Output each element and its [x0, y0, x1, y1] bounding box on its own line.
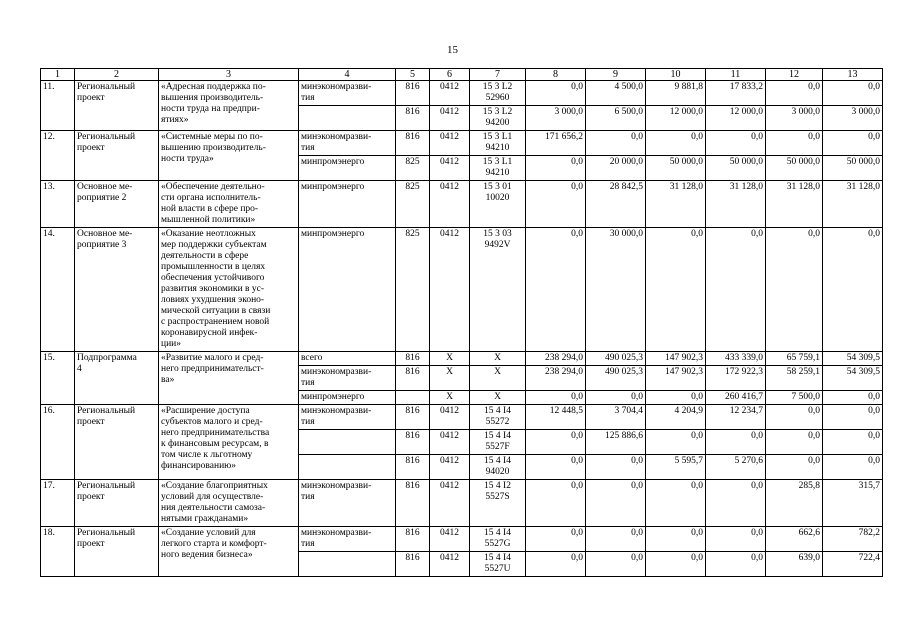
amount-cell: 3 704,4: [586, 405, 646, 430]
header-cell: 12: [766, 69, 823, 81]
header-cell: 11: [706, 69, 766, 81]
amount-cell: 0,0: [586, 131, 646, 156]
amount-cell: 31 128,0: [646, 181, 706, 228]
amount-cell: 12 000,0: [646, 106, 706, 131]
amount-cell: 0,0: [526, 430, 586, 455]
header-cell: 3: [159, 69, 299, 81]
amount-cell: 0,0: [646, 552, 706, 577]
program-name: «Создание условий для легкого старта и комфорт- ного ведения бизнеса»: [159, 527, 299, 577]
amount-cell: 54 309,5: [823, 352, 883, 366]
amount-cell: 31 128,0: [823, 181, 883, 228]
target-article: 15 4 I4 5527U: [470, 552, 526, 577]
amount-cell: 0,0: [823, 228, 883, 352]
amount-cell: 0,0: [526, 81, 586, 106]
executor: минэкономразви- тия: [299, 480, 396, 527]
amount-cell: 7 500,0: [766, 391, 823, 405]
amount-cell: 0,0: [823, 455, 883, 480]
amount-cell: 50 000,0: [823, 156, 883, 181]
executor: минэкономразви- тия: [299, 366, 396, 391]
target-article: 15 3 L2 52960: [470, 81, 526, 106]
section-code: Х: [430, 391, 470, 405]
amount-cell: 0,0: [706, 480, 766, 527]
grbs-code: 816: [396, 131, 430, 156]
amount-cell: 0,0: [706, 527, 766, 552]
amount-cell: 0,0: [823, 405, 883, 430]
amount-cell: 28 842,5: [586, 181, 646, 228]
executor: минпромэнерго: [299, 181, 396, 228]
amount-cell: 0,0: [646, 228, 706, 352]
target-article: 15 3 L1 94210: [470, 156, 526, 181]
amount-cell: 54 309,5: [823, 366, 883, 391]
executor: [299, 106, 396, 131]
amount-cell: 433 339,0: [706, 352, 766, 366]
program-type: Региональный проект: [75, 527, 159, 577]
table-row: [41, 352, 883, 366]
amount-cell: 0,0: [586, 455, 646, 480]
target-article: 15 4 I4 94020: [470, 455, 526, 480]
header-cell: 4: [299, 69, 396, 81]
header-cell: 1: [41, 69, 75, 81]
target-article: Х: [470, 391, 526, 405]
row-number: 12.: [41, 131, 75, 181]
amount-cell: 490 025,3: [586, 366, 646, 391]
header-cell: 9: [586, 69, 646, 81]
amount-cell: 0,0: [586, 552, 646, 577]
table-row: [41, 181, 883, 228]
amount-cell: 171 656,2: [526, 131, 586, 156]
amount-cell: 0,0: [646, 131, 706, 156]
amount-cell: 0,0: [706, 131, 766, 156]
program-type: Основное ме- роприятие 3: [75, 228, 159, 352]
amount-cell: 0,0: [766, 131, 823, 156]
target-article: Х: [470, 366, 526, 391]
amount-cell: 147 902,3: [646, 366, 706, 391]
section-code: 0412: [430, 455, 470, 480]
amount-cell: 50 000,0: [646, 156, 706, 181]
amount-cell: 12 234,7: [706, 405, 766, 430]
amount-cell: 0,0: [526, 480, 586, 527]
executor: минпромэнерго: [299, 156, 396, 181]
grbs-code: 825: [396, 156, 430, 181]
amount-cell: 0,0: [526, 455, 586, 480]
amount-cell: 6 500,0: [586, 106, 646, 131]
target-article: 15 3 01 10020: [470, 181, 526, 228]
amount-cell: 0,0: [526, 527, 586, 552]
grbs-code: 825: [396, 228, 430, 352]
row-number: 16.: [41, 405, 75, 480]
amount-cell: 0,0: [526, 228, 586, 352]
target-article: 15 3 L1 94210: [470, 131, 526, 156]
target-article: 15 4 I4 55272: [470, 405, 526, 430]
grbs-code: 816: [396, 552, 430, 577]
grbs-code: 816: [396, 366, 430, 391]
amount-cell: 0,0: [823, 81, 883, 106]
amount-cell: 0,0: [766, 430, 823, 455]
amount-cell: 12 000,0: [706, 106, 766, 131]
table-row: [41, 81, 883, 106]
section-code: 0412: [430, 131, 470, 156]
executor: минпромэнерго: [299, 391, 396, 405]
table-row: [41, 405, 883, 430]
header-cell: 5: [396, 69, 430, 81]
amount-cell: 0,0: [646, 391, 706, 405]
program-type: Региональный проект: [75, 131, 159, 181]
grbs-code: 816: [396, 480, 430, 527]
amount-cell: 285,8: [766, 480, 823, 527]
amount-cell: 12 448,5: [526, 405, 586, 430]
amount-cell: 260 416,7: [706, 391, 766, 405]
amount-cell: 31 128,0: [706, 181, 766, 228]
section-code: 0412: [430, 527, 470, 552]
amount-cell: 17 833,2: [706, 81, 766, 106]
amount-cell: 0,0: [526, 156, 586, 181]
amount-cell: 65 759,1: [766, 352, 823, 366]
amount-cell: 0,0: [766, 228, 823, 352]
amount-cell: 0,0: [586, 527, 646, 552]
executor: [299, 430, 396, 455]
header-cell: 10: [646, 69, 706, 81]
section-code: Х: [430, 366, 470, 391]
amount-cell: 0,0: [766, 455, 823, 480]
amount-cell: 3 000,0: [526, 106, 586, 131]
executor: [299, 552, 396, 577]
header-cell: 8: [526, 69, 586, 81]
program-name: «Оказание неотложных мер поддержки субъектам деятельности в сфере промышленности в целях обеспечения устойчивого развития экономики в ус- ловиях ухудшения эконо- мической ситуации в связи с распространением новой коронавирусной инфек- ции»: [159, 228, 299, 352]
program-name: «Системные меры по по- вышению производитель- ности труда»: [159, 131, 299, 181]
row-number: 11.: [41, 81, 75, 131]
row-number: 15.: [41, 352, 75, 405]
amount-cell: 0,0: [706, 228, 766, 352]
target-article: 15 4 I4 5527G: [470, 527, 526, 552]
executor: минэкономразви- тия: [299, 131, 396, 156]
page-number: 15: [447, 44, 458, 56]
program-type: Региональный проект: [75, 480, 159, 527]
amount-cell: 0,0: [586, 480, 646, 527]
program-type: Региональный проект: [75, 405, 159, 480]
grbs-code: 816: [396, 455, 430, 480]
executor: всего: [299, 352, 396, 366]
amount-cell: 315,7: [823, 480, 883, 527]
program-name: «Создание благоприятных условий для осуществле- ния деятельности самоза- нятыми гражданами»: [159, 480, 299, 527]
section-code: 0412: [430, 228, 470, 352]
amount-cell: 0,0: [646, 430, 706, 455]
header-cell: 7: [470, 69, 526, 81]
amount-cell: 0,0: [526, 552, 586, 577]
amount-cell: 125 886,6: [586, 430, 646, 455]
executor: [299, 455, 396, 480]
header-cell: 13: [823, 69, 883, 81]
amount-cell: 172 922,3: [706, 366, 766, 391]
amount-cell: 50 000,0: [766, 156, 823, 181]
program-name: «Обеспечение деятельно- сти органа исполнитель- ной власти в сфере про- мышленной политики»: [159, 181, 299, 228]
table-row: [41, 131, 883, 156]
target-article: 15 3 03 9492V: [470, 228, 526, 352]
amount-cell: 0,0: [646, 527, 706, 552]
amount-cell: 662,6: [766, 527, 823, 552]
section-code: 0412: [430, 181, 470, 228]
amount-cell: 0,0: [706, 430, 766, 455]
amount-cell: 0,0: [766, 81, 823, 106]
row-number: 13.: [41, 181, 75, 228]
grbs-code: 816: [396, 352, 430, 366]
amount-cell: 31 128,0: [766, 181, 823, 228]
section-code: Х: [430, 352, 470, 366]
target-article: 15 4 I2 5527S: [470, 480, 526, 527]
amount-cell: 0,0: [586, 391, 646, 405]
amount-cell: 0,0: [526, 181, 586, 228]
amount-cell: 3 000,0: [823, 106, 883, 131]
amount-cell: 238 294,0: [526, 352, 586, 366]
section-code: 0412: [430, 156, 470, 181]
amount-cell: 782,2: [823, 527, 883, 552]
header-cell: 6: [430, 69, 470, 81]
row-number: 17.: [41, 480, 75, 527]
amount-cell: 3 000,0: [766, 106, 823, 131]
row-number: 18.: [41, 527, 75, 577]
executor: минэкономразви- тия: [299, 527, 396, 552]
grbs-code: [396, 391, 430, 405]
amount-cell: 0,0: [823, 391, 883, 405]
amount-cell: 9 881,8: [646, 81, 706, 106]
amount-cell: 0,0: [526, 391, 586, 405]
program-type: Подпрограмма 4: [75, 352, 159, 405]
executor: минэкономразви- тия: [299, 81, 396, 106]
section-code: 0412: [430, 106, 470, 131]
amount-cell: 147 902,3: [646, 352, 706, 366]
amount-cell: 50 000,0: [706, 156, 766, 181]
header-row: [41, 69, 883, 81]
amount-cell: 0,0: [766, 405, 823, 430]
grbs-code: 816: [396, 430, 430, 455]
table-row: [41, 228, 883, 352]
program-name: «Адресная поддержка по- вышения производитель- ности труда на предпри- ятиях»: [159, 81, 299, 131]
program-name: «Развитие малого и сред- него предпринимательст- ва»: [159, 352, 299, 405]
amount-cell: 238 294,0: [526, 366, 586, 391]
budget-table: [40, 68, 883, 577]
table-row: [41, 527, 883, 552]
program-name: «Расширение доступа субъектов малого и сред- него предпринимательства к финансовым ресурсам, в том числе к льготному финансированию»: [159, 405, 299, 480]
program-type: Региональный проект: [75, 81, 159, 131]
target-article: 15 4 I4 5527F: [470, 430, 526, 455]
section-code: 0412: [430, 552, 470, 577]
target-article: 15 3 L2 94200: [470, 106, 526, 131]
amount-cell: 4 500,0: [586, 81, 646, 106]
grbs-code: 825: [396, 181, 430, 228]
amount-cell: 4 204,9: [646, 405, 706, 430]
amount-cell: 0,0: [823, 430, 883, 455]
row-number: 14.: [41, 228, 75, 352]
program-type: Основное ме- роприятие 2: [75, 181, 159, 228]
amount-cell: 58 259,1: [766, 366, 823, 391]
amount-cell: 5 595,7: [646, 455, 706, 480]
executor: минпромэнерго: [299, 228, 396, 352]
amount-cell: 0,0: [646, 480, 706, 527]
amount-cell: 490 025,3: [586, 352, 646, 366]
grbs-code: 816: [396, 81, 430, 106]
target-article: Х: [470, 352, 526, 366]
section-code: 0412: [430, 405, 470, 430]
section-code: 0412: [430, 430, 470, 455]
amount-cell: 0,0: [706, 552, 766, 577]
section-code: 0412: [430, 81, 470, 106]
header-cell: 2: [75, 69, 159, 81]
amount-cell: 639,0: [766, 552, 823, 577]
amount-cell: 5 270,6: [706, 455, 766, 480]
amount-cell: 0,0: [823, 131, 883, 156]
amount-cell: 20 000,0: [586, 156, 646, 181]
grbs-code: 816: [396, 527, 430, 552]
executor: минэкономразви- тия: [299, 405, 396, 430]
grbs-code: 816: [396, 106, 430, 131]
table-row: [41, 480, 883, 527]
amount-cell: 722,4: [823, 552, 883, 577]
section-code: 0412: [430, 480, 470, 527]
grbs-code: 816: [396, 405, 430, 430]
amount-cell: 30 000,0: [586, 228, 646, 352]
